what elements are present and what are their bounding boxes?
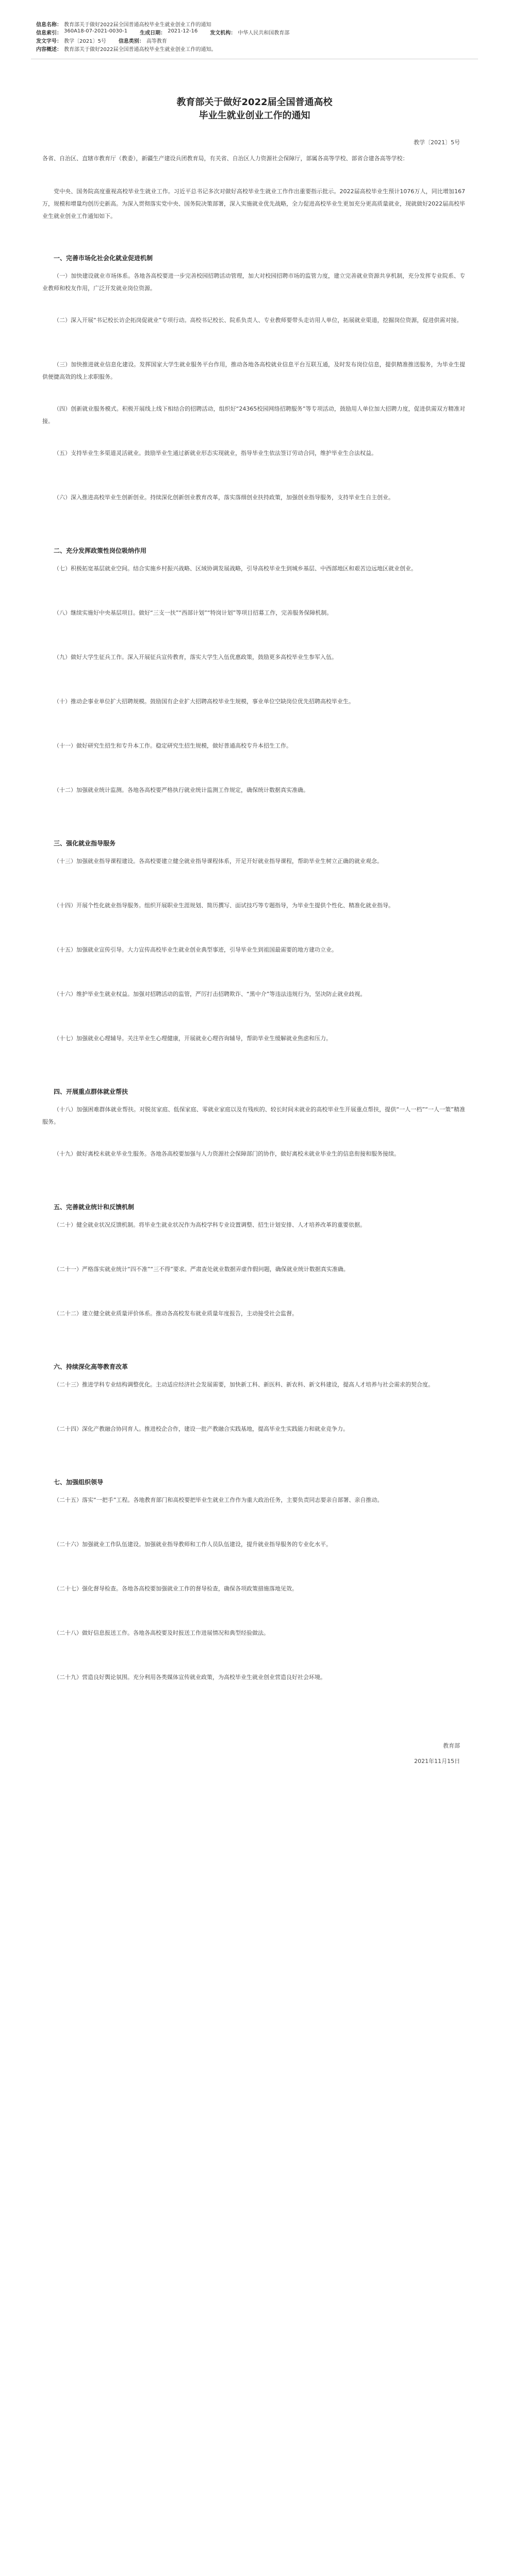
paragraph: （二十一）严格落实就业统计“四不准”“三不得”要求。严肃查处就业数据弄虚作假问题，确保就业统计数据真实准确。 xyxy=(54,1266,349,1273)
title-line: 教育部关于做好2022届全国普通高校 xyxy=(176,97,333,108)
salutation: 各省、自治区、直辖市教育厅（教委），新疆生产建设兵团教育局，有关省、自治区人力资源社会保障厅，部属各高等学校、部省合建各高等学校： xyxy=(42,155,408,162)
meta-value: 2021-12-16 xyxy=(168,28,198,34)
paragraph: （五）支持毕业生多渠道灵活就业。鼓励毕业生通过新就业形态实现就业，指导毕业生依法签订劳动合同，维护毕业生合法权益。 xyxy=(54,450,377,456)
signing-date: 2021年11月15日 xyxy=(414,1758,460,1765)
paragraph: （九）做好大学生征兵工作。深入开展征兵宣传教育，落实大学生入伍优惠政策，鼓励更多高校毕业生参军入伍。 xyxy=(54,654,337,660)
meta-row-4 xyxy=(36,44,474,53)
meta-value: 中华人民共和国教育部 xyxy=(238,30,290,36)
meta-key: 生成日期： xyxy=(140,30,166,36)
meta-value: 教育部关于做好2022届全国普通高校毕业生就业创业工作的通知。 xyxy=(64,46,217,53)
signing-org: 教育部 xyxy=(443,1742,460,1749)
paragraph: （二十七）强化督导检查。各地各高校要加强就业工作的督导检查，确保各项政策措施落地见效。 xyxy=(54,1585,298,1592)
paragraph: （三）加快推进就业信息化建设。发挥国家大学生就业服务平台作用，推动各地各高校就业信息平台互联互通，及时发布岗位信息，提供精准推送服务，为毕业生提供便捷高效的线上求职服务。 xyxy=(42,361,465,380)
paragraph: （十六）维护毕业生就业权益。加强对招聘活动的监管，严厉打击招聘欺诈、“黑中介”等违法违规行为，坚决防止就业歧视。 xyxy=(54,991,366,997)
paragraph: （六）深入推进高校毕业生创新创业。持续深化创新创业教育改革，落实落细创业扶持政策，加强创业指导服务，支持毕业生自主创业。 xyxy=(54,494,394,501)
meta-key: 发文字号： xyxy=(36,38,62,44)
meta-info xyxy=(36,20,474,53)
meta-row-2 xyxy=(36,28,474,36)
paragraph: （十九）做好离校未就业毕业生服务。各地各高校要加强与人力资源社会保障部门的协作，做好离校未就业毕业生的信息衔接和服务接续。 xyxy=(54,1150,400,1157)
paragraph: （二十九）营造良好舆论氛围。充分利用各类媒体宣传就业政策，为高校毕业生就业创业营造良好社会环境。 xyxy=(54,1674,326,1681)
section-heading: 三、强化就业指导服务 xyxy=(54,840,116,847)
paragraph: （十五）加强就业宣传引导。大力宣传高校毕业生就业创业典型事迹，引导毕业生到祖国最需要的地方建功立业。 xyxy=(54,946,337,953)
paragraph: （十七）加强就业心理辅导。关注毕业生心理健康，开展就业心理咨询辅导，帮助毕业生缓解就业焦虑和压力。 xyxy=(54,1035,332,1042)
paragraph: （八）继续实施好中央基层项目。做好“三支一扶”“西部计划”“特岗计划”等项目招募工作，完善服务保障机制。 xyxy=(54,609,333,616)
meta-key: 信息类别： xyxy=(118,38,144,44)
meta-key: 信息索引： xyxy=(36,30,62,36)
section-heading: 四、开展重点群体就业帮扶 xyxy=(54,1088,128,1095)
title-line: 毕业生就业创业工作的通知 xyxy=(199,110,310,121)
paragraph: （四）创新就业服务模式。积极开展线上线下相结合的招聘活动，组织好“24365校园网络招聘服务”等专项活动，鼓励用人单位加大招聘力度，促进供需双方精准对接。 xyxy=(42,405,465,425)
section-heading: 一、完善市场化社会化就业促进机制 xyxy=(54,255,153,262)
page-title xyxy=(0,96,509,123)
section-heading: 五、完善就业统计和反馈机制 xyxy=(54,1204,135,1211)
section-heading: 六、持续深化高等教育改革 xyxy=(54,1363,128,1370)
section-heading: 二、充分发挥政策性岗位吸纳作用 xyxy=(54,547,147,554)
paragraph: （七）积极拓宽基层就业空间。结合实施乡村振兴战略、区域协调发展战略，引导高校毕业生到城乡基层、中西部地区和艰苦边远地区就业创业。 xyxy=(54,565,417,572)
paragraph: （二十三）推进学科专业结构调整优化。主动适应经济社会发展需要，加快新工科、新医科、新农科、新文科建设，提高人才培养与社会需求的契合度。 xyxy=(54,1381,434,1388)
meta-row-1 xyxy=(36,20,474,28)
meta-key: 发文机构： xyxy=(210,30,236,36)
paragraph: （二十八）做好信息报送工作。各地各高校要及时报送工作进展情况和典型经验做法。 xyxy=(54,1630,269,1636)
paragraph: （二十六）加强就业工作队伍建设。加强就业指导教师和工作人员队伍建设，提升就业指导服务的专业化水平。 xyxy=(54,1541,332,1548)
meta-value: 360A18-07-2021-0030-1 xyxy=(64,28,128,34)
paragraph: （二十四）深化产教融合协同育人。推进校企合作，建设一批产教融合实践基地，提高毕业生实践能力和就业竞争力。 xyxy=(54,1426,349,1432)
paragraph: （十八）加强困难群体就业帮扶。对脱贫家庭、低保家庭、零就业家庭以及有残疾的、较长时间未就业的高校毕业生开展重点帮扶，提供“一人一档”“一人一策”精准服务。 xyxy=(42,1106,465,1125)
paragraph: （十一）做好研究生招生和专升本工作。稳定研究生招生规模，做好普通高校专升本招生工作。 xyxy=(54,742,292,749)
meta-row-3 xyxy=(36,36,474,44)
meta-key: 信息名称： xyxy=(36,22,62,28)
paragraph: （十）推动企事业单位扩大招聘规模。鼓励国有企业扩大招聘高校毕业生规模，事业单位空缺岗位优先招聘高校毕业生。 xyxy=(54,698,354,705)
doc-number: 教学〔2021〕5号 xyxy=(414,139,460,146)
paragraph: （二）深入开展“书记校长访企拓岗促就业”专项行动。高校书记校长、院系负责人、专业教师要带头走访用人单位，拓展就业渠道，挖掘岗位资源，促进供需对接。 xyxy=(54,317,463,324)
paragraph: （一）加快建设就业市场体系。各地各高校要进一步完善校园招聘活动管理，加大对校园招聘市场的监管力度，建立完善就业资源共享机制，充分发挥专业院系、专业教师和校友作用，广泛开发就业岗位资源。 xyxy=(42,273,465,292)
meta-key: 内容概述： xyxy=(36,46,62,53)
meta-value: 高等教育 xyxy=(146,38,167,44)
intro-paragraph: 党中央、国务院高度重视高校毕业生就业工作。习近平总书记多次对做好高校毕业生就业工作作出重要指示批示。2022届高校毕业生预计1076万人，同比增加167万，规模和增量均创历史新高。为深入贯彻落实党中央、国务院决策部署，深入实施就业优先战略，全力促进高校毕业生更加充分更高质量就业，现就做好2022届高校毕业生就业创业工作通知如下。 xyxy=(42,188,465,219)
paragraph: （二十五）落实“一把手”工程。各地教育部门和高校要把毕业生就业工作作为重大政治任务，主要负责同志要亲自部署、亲自推动。 xyxy=(54,1497,383,1503)
paragraph: （十二）加强就业统计监测。各地各高校要严格执行就业统计监测工作规定，确保统计数据真实准确。 xyxy=(54,787,309,793)
paragraph: （二十二）建立健全就业质量评价体系。推动各高校发布就业质量年度报告，主动接受社会监督。 xyxy=(54,1310,298,1317)
section-heading: 七、加强组织领导 xyxy=(54,1479,104,1486)
paragraph: （十三）加强就业指导课程建设。各高校要建立健全就业指导课程体系，开足开好就业指导课程，帮助毕业生树立正确的就业观念。 xyxy=(54,858,383,865)
meta-value: 教育部关于做好2022届全国普通高校毕业生就业创业工作的通知 xyxy=(64,22,211,28)
paragraph: （二十）健全就业状况反馈机制。将毕业生就业状况作为高校学科专业设置调整、招生计划安排、人才培养改革的重要依据。 xyxy=(54,1222,366,1228)
meta-value: 教学〔2021〕5号 xyxy=(64,38,106,44)
paragraph: （十四）开展个性化就业指导服务。组织开展职业生涯规划、简历撰写、面试技巧等专题指导，为毕业生提供个性化、精准化就业指导。 xyxy=(54,902,394,909)
